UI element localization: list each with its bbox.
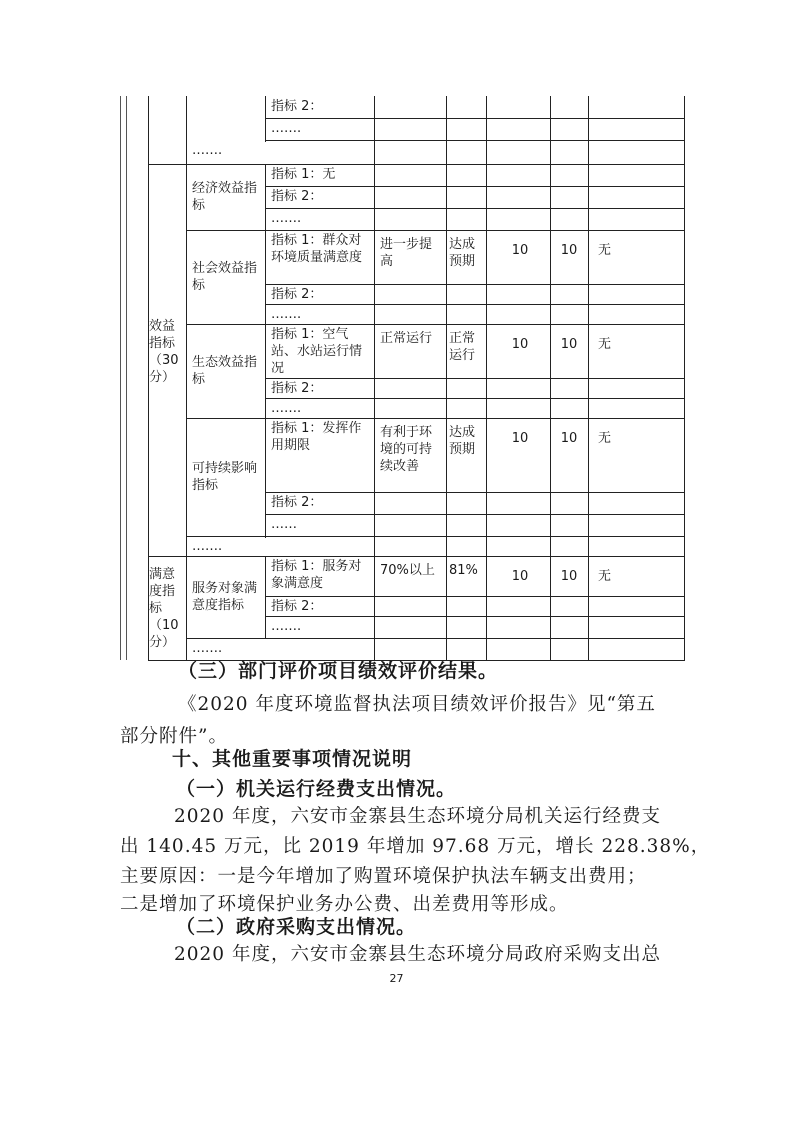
table-cell-c3: 指标 1：空气站、水站运行情况 bbox=[271, 327, 363, 376]
table-cell-c1: 效益指标（30分） bbox=[149, 319, 179, 385]
table-cell-c6: 10 bbox=[511, 243, 529, 258]
table-h-rule bbox=[265, 398, 685, 399]
table-v-rule bbox=[265, 96, 266, 142]
heading-dept-evaluation: （三）部门评价项目绩效评价结果。 bbox=[178, 660, 499, 682]
table-cell-c4: 有利于环境的可持续改善 bbox=[380, 425, 433, 474]
table-cell-c7: 10 bbox=[560, 569, 578, 584]
table-h-rule bbox=[186, 230, 685, 231]
heading-other-matters: 十、其他重要事项情况说明 bbox=[172, 748, 413, 770]
table-cell-c8: 无 bbox=[598, 569, 612, 584]
table-h-rule bbox=[265, 304, 685, 305]
table-cell-c6: 10 bbox=[511, 569, 529, 584]
table-h-rule bbox=[265, 140, 685, 141]
heading-operating-expenses: （一）机关运行经费支出情况。 bbox=[176, 778, 457, 800]
table-cell-c2: ……. bbox=[192, 641, 223, 656]
table-cell-c3: 指标 1：无 bbox=[271, 167, 336, 182]
table-cell-c5: 达成预期 bbox=[449, 425, 476, 457]
table-h-rule bbox=[265, 616, 685, 617]
table-h-rule bbox=[265, 378, 685, 379]
table-cell-c2: 生态效益指标 bbox=[192, 355, 258, 387]
table-cell-c3: ……. bbox=[271, 211, 302, 226]
table-cell-c3: ……. bbox=[271, 619, 302, 634]
table-cell-c2: 可持续影响指标 bbox=[192, 461, 258, 493]
table-cell-c7: 10 bbox=[560, 431, 578, 446]
table-h-rule bbox=[265, 208, 685, 209]
table-h-rule bbox=[186, 324, 685, 325]
paragraph-operating-line3: 主要原因：一是今年增加了购置环境保护执法车辆支出费用； bbox=[120, 866, 647, 887]
table-cell-c2: 经济效益指标 bbox=[192, 181, 258, 213]
table-cell-c1: 满意度指标（10分） bbox=[149, 567, 179, 650]
table-cell-c4: 正常运行 bbox=[380, 331, 433, 346]
table-v-rule bbox=[265, 556, 266, 638]
table-cell-c5: 达成预期 bbox=[449, 237, 476, 269]
table-h-rule bbox=[265, 596, 685, 597]
table-h-rule bbox=[148, 164, 685, 165]
table-cell-c5: 81% bbox=[449, 563, 478, 578]
table-h-rule bbox=[186, 418, 685, 419]
table-cell-c3: 指标 2： bbox=[271, 287, 323, 302]
table-h-rule bbox=[265, 186, 685, 187]
table-cell-c3: 指标 2： bbox=[271, 189, 323, 204]
table-cell-c2: 服务对象满意度指标 bbox=[192, 581, 258, 613]
table-cell-c3: 指标 1：服务对象满意度 bbox=[271, 559, 362, 591]
table-cell-c3: ……. bbox=[271, 307, 302, 322]
table-cell-c3: …… bbox=[271, 517, 297, 532]
paragraph-operating-line1: 2020 年度，六安市金寨县生态环境分局机关运行经费支 bbox=[174, 806, 661, 827]
table-cell-c5: 正常运行 bbox=[449, 331, 476, 363]
page-number: 27 bbox=[389, 972, 404, 985]
table-cell-c7: 10 bbox=[560, 337, 578, 352]
table-v-rule bbox=[186, 96, 187, 660]
table-cell-c4: 70%以上 bbox=[380, 563, 435, 578]
table-cell-c3: 指标 2： bbox=[271, 99, 323, 114]
table-cell-c3: 指标 2： bbox=[271, 599, 323, 614]
table-cell-c3: 指标 1：群众对环境质量满意度 bbox=[271, 233, 363, 265]
table-v-rule bbox=[265, 164, 266, 538]
table-cell-c2: 社会效益指标 bbox=[192, 261, 258, 293]
table-cell-c3: 指标 1：发挥作用期限 bbox=[271, 421, 362, 453]
heading-government-procurement: （二）政府采购支出情况。 bbox=[176, 916, 417, 938]
table-cell-c8: 无 bbox=[598, 337, 612, 352]
table-cell-c2: ……. bbox=[192, 143, 223, 158]
paragraph-dept-evaluation-line2: 部分附件”。 bbox=[120, 726, 228, 747]
table-cell-c3: ……. bbox=[271, 401, 302, 416]
paragraph-operating-line4: 二是增加了环境保护业务办公费、出差费用等形成。 bbox=[120, 894, 569, 915]
table-cell-c6: 10 bbox=[511, 337, 529, 352]
table-cell-c6: 10 bbox=[511, 431, 529, 446]
paragraph-dept-evaluation-line1: 《2020 年度环境监督执法项目绩效评价报告》见“第五 bbox=[178, 694, 656, 715]
table-h-rule bbox=[148, 556, 685, 557]
table-h-rule bbox=[186, 638, 685, 639]
table-cell-c7: 10 bbox=[560, 243, 578, 258]
table-h-rule bbox=[265, 492, 685, 493]
table-cell-c3: ……. bbox=[271, 121, 302, 136]
table-h-rule bbox=[265, 284, 685, 285]
table-h-rule bbox=[265, 514, 685, 515]
table-cell-c3: 指标 2： bbox=[271, 495, 323, 510]
table-cell-c2: ……. bbox=[192, 539, 223, 554]
table-cell-c4: 进一步提高 bbox=[380, 237, 433, 269]
paragraph-operating-line2: 出 140.45 万元，比 2019 年增加 97.68 万元，增长 228.38%， bbox=[120, 836, 711, 857]
table-h-rule bbox=[265, 118, 685, 119]
table-h-rule bbox=[186, 536, 685, 537]
table-cell-c3: 指标 2： bbox=[271, 381, 323, 396]
table-cell-c8: 无 bbox=[598, 243, 612, 258]
table-cell-c8: 无 bbox=[598, 431, 612, 446]
paragraph-procurement-line1: 2020 年度，六安市金寨县生态环境分局政府采购支出总 bbox=[174, 944, 661, 965]
scan-edge-mark bbox=[120, 96, 127, 660]
